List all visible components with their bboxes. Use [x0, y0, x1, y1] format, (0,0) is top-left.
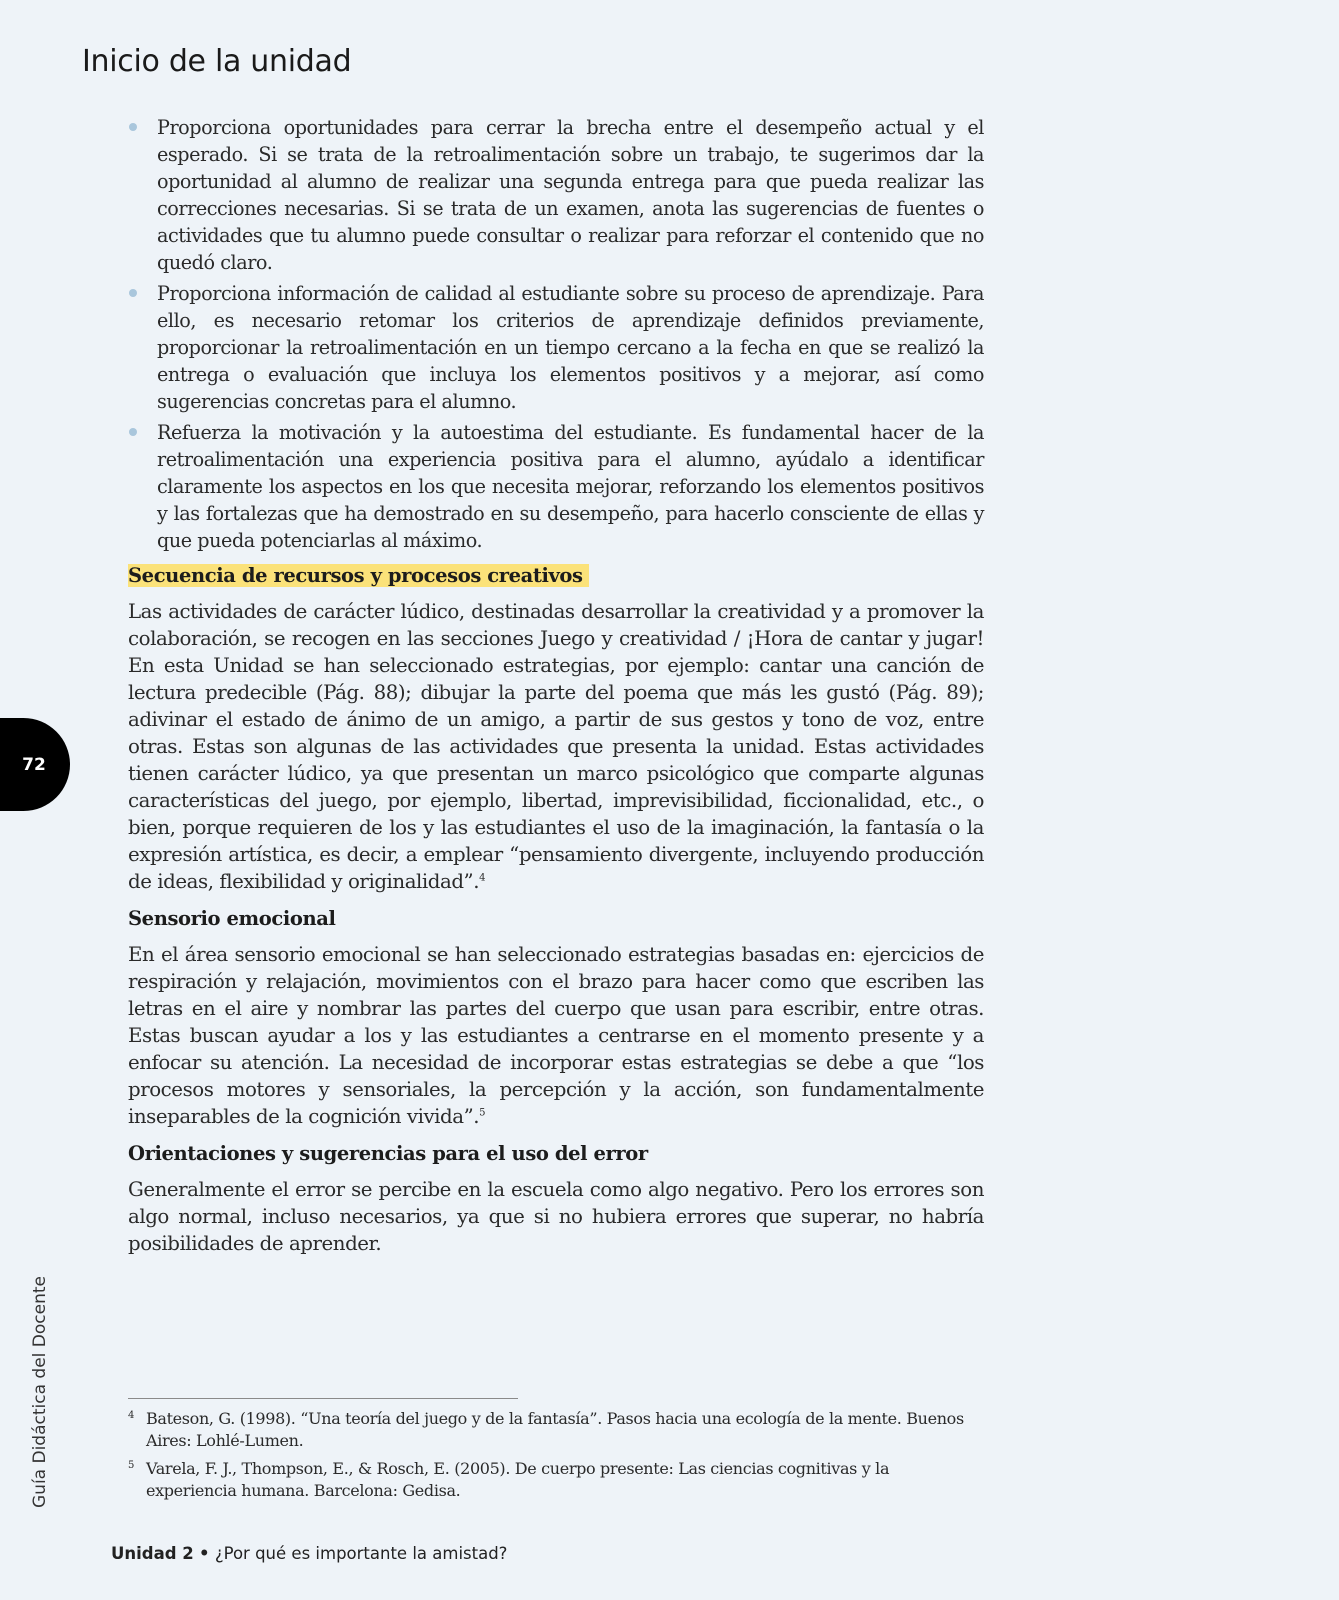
paragraph-creative: Las actividades de carácter lúdico, destinadas desarrollar la creatividad y a promover la colaboración, se recogen en las secciones Juego y creatividad / ¡Hora de cantar y jugar! En esta Unidad se han seleccionado estrategias, por ejemplo: cantar una canción de lectura predecible (Pág. 88); dibujar la parte del poema que más les gustó (Pág. 89); adivinar el estado de ánimo de un amigo, a partir de sus gestos y tono de voz, entre otras. Estas son algunas de las actividades que presenta la unidad. Estas actividades tienen carácter lúdico, ya que presentan un marco psicológico que comparte algunas características del juego, por ejemplo, libertad, imprevisibilidad, ficcionalidad, etc., o bien, porque requieren de los y las estudiantes el uso de la imaginación, la fantasía o la expresión artística, es decir, a emplear “pensamiento divergente, incluyendo producción de ideas, flexibilidad y originalidad”.$^4$ [128, 600, 984, 893]
page-footer [111, 1544, 507, 1563]
footnote [128, 1408, 978, 1452]
footer-question: ¿Por qué es importante la amistad? [214, 1544, 508, 1563]
list-item: Proporciona oportunidades para cerrar la brecha entre el desempeño actual y el esperado. Si se trata de la retroalimentación sobre un trabajo, te sugerimos dar la oportunidad al alumno de realizar una segunda entrega para que pueda realizar las correcciones necesarias. Si se trata de un examen, anota las sugerencias de fuentes o actividades que tu alumno puede consultar o realizar para reforzar el contenido que no quedó claro. [128, 114, 984, 276]
footnote-divider [128, 1398, 518, 1399]
side-title: Guía Didáctica del Docente [30, 1276, 50, 1508]
paragraph-error: Generalmente el error se percibe en la escuela como algo negativo. Pero los errores son algo normal, incluso necesarios, ya que si no hubiera errores que superar, no habría posibilidades de aprender. [128, 1178, 984, 1255]
footer-separator: • [199, 1544, 210, 1563]
footnote-text: Bateson, G. (1998). “Una teoría del juego y de la fantasía”. Pasos hacia una ecología de la mente. Buenos Aires: Lohlé-Lumen. [146, 1409, 964, 1450]
page-number: 72 [22, 754, 46, 775]
footnote-text: Varela, F. J., Thompson, E., & Rosch, E. (2005). De cuerpo presente: Las ciencias cognitivas y la experiencia humana. Barcelona: Gedisa. [146, 1459, 890, 1500]
bullet-list [128, 114, 984, 554]
footnote-ref: 4 [479, 872, 485, 884]
main-content [128, 114, 984, 1267]
list-item: Proporciona información de calidad al estudiante sobre su proceso de aprendizaje. Para ello, es necesario retomar los criterios de aprendizaje definidos previamente, proporcionar la retroalimentación en un tiempo cercano a la fecha en que se realizó la entrega o evaluación que incluya los elementos positivos y a mejorar, así como sugerencias concretas para el alumno. [128, 280, 984, 415]
section-heading-sensorial: Sensorio emocional [128, 907, 336, 930]
paragraph-sensorial: En el área sensorio emocional se han seleccionado estrategias basadas en: ejercicios de respiración y relajación, movimientos con el brazo para hacer como que escriben las letras en el aire y nombrar las partes del cuerpo que usan para escribir, entre otras. Estas buscan ayudar a los y las estudiantes a centrarse en el momento presente y a enfocar su atención. La necesidad de incorporar estas estrategias se debe a que “los procesos motores y sensoriales, la percepción y la acción, son fundamentalmente inseparables de la cognición vivida”.$^5$ [128, 943, 984, 1128]
section-heading-creative [128, 562, 984, 589]
footnote [128, 1458, 978, 1502]
footnote-ref: 5 [479, 1107, 486, 1119]
highlighted-heading: Secuencia de recursos y procesos creativos [128, 564, 589, 587]
list-item: Refuerza la motivación y la autoestima del estudiante. Es fundamental hacer de la retroalimentación una experiencia positiva para el alumno, ayúdalo a identificar claramente los aspectos en los que necesita mejorar, reforzando los elementos positivos y las fortalezas que ha demostrado en su desempeño, para hacerlo consciente de ellas y que pueda potenciarlas al máximo. [128, 419, 984, 554]
page-title: Inicio de la unidad [82, 44, 352, 79]
section-heading-error: Orientaciones y sugerencias para el uso del error [128, 1142, 648, 1165]
page-number-tab [0, 718, 70, 811]
footnote-mark: 4 [128, 1410, 135, 1421]
footer-unit: Unidad 2 [111, 1544, 194, 1563]
footnote-mark: 5 [128, 1460, 135, 1471]
footnotes [128, 1408, 978, 1508]
